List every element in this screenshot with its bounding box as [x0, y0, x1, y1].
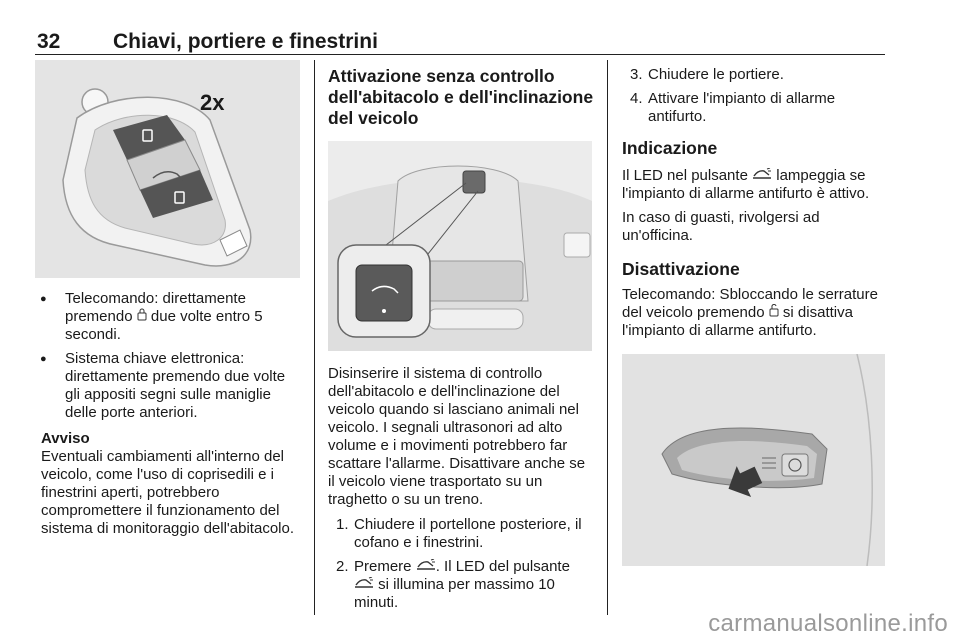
indicazione-heading: Indicazione: [622, 138, 718, 158]
disattivazione-paragraph: Telecomando: Sbloccando le serrature del veicolo premendo si disattiva l'impianto di allarme antifurto.: [622, 286, 878, 340]
car-alarm-icon: [752, 167, 772, 185]
key-fob-illustration: [35, 60, 300, 278]
column-middle: [328, 60, 594, 618]
door-handle-illustration: [622, 354, 885, 566]
note-text: Eventuali cambiamenti all'interno del veicolo, come l'uso di coprisedili e i finestrini aperti, potrebbero compromettere il funzionamento del sistema di monitoraggio dell'abitacolo.: [41, 448, 295, 538]
chapter-title: Chiavi, portiere e finestrini: [113, 30, 378, 53]
list-item: 2. Premere . Il LED del pulsante si illumina per massimo 10 minuti.: [336, 558, 570, 612]
car-alarm-icon: [416, 558, 436, 576]
indicazione-paragraph-1: Il LED nel pulsante lampeggia se l'impianto di allarme antifurto è attivo.: [622, 167, 870, 203]
note-title: Avviso: [41, 430, 90, 448]
list-item: ● Telecomando: direttamente premendo due volte entro 5 secondi.: [35, 290, 300, 344]
indicazione-paragraph-2: In caso di guasti, rivolgersi ad un'officina.: [622, 209, 820, 245]
list-item: 1. Chiudere il portellone posteriore, il cofano e i finestrini.: [336, 516, 582, 551]
page-number: 32: [37, 30, 61, 53]
steps-list: [328, 516, 594, 612]
column-divider-1: [314, 60, 315, 615]
lock-icon: [137, 308, 147, 326]
overhead-console-icon: [328, 141, 592, 351]
steps-list-continued: [622, 66, 885, 126]
door-handle-icon: [622, 354, 885, 566]
list-item: ● Sistema chiave elettronica: direttamente premendo due volte gli appositi segni sulle maniglie delle porte anteriori.: [35, 350, 300, 422]
column-divider-2: [607, 60, 608, 615]
bullet-list: [35, 290, 300, 422]
note-box: [35, 430, 300, 538]
page-header: [35, 30, 885, 55]
interior-button-illustration: [328, 141, 592, 351]
watermark: carmanualsonline.info: [708, 610, 948, 637]
press-count-label: 2x: [200, 90, 225, 115]
car-alarm-icon: [354, 576, 374, 594]
column-right: [622, 60, 885, 566]
list-item: 3. Chiudere le portiere.: [630, 66, 784, 83]
column-left: [35, 60, 300, 538]
unlock-icon: [769, 304, 779, 322]
body-paragraph: Disinserire il sistema di controllo dell'abitacolo e dell'inclinazione del veicolo quando si lasciano animali nel veicolo. I segnali ultrasonori ad alto volume e i movimenti potrebbero far scattare l'allarme. Disattivare anche se il veicolo viene trasportato su un traghetto o su un treno.: [328, 365, 586, 508]
section-heading: Attivazione senza controllo dell'abitacolo e dell'inclinazione del veicolo: [328, 66, 594, 128]
list-item: 4. Attivare l'impianto di allarme antifurto.: [630, 90, 836, 125]
disattivazione-heading: Disattivazione: [622, 259, 740, 280]
key-fob-icon: [35, 60, 300, 278]
